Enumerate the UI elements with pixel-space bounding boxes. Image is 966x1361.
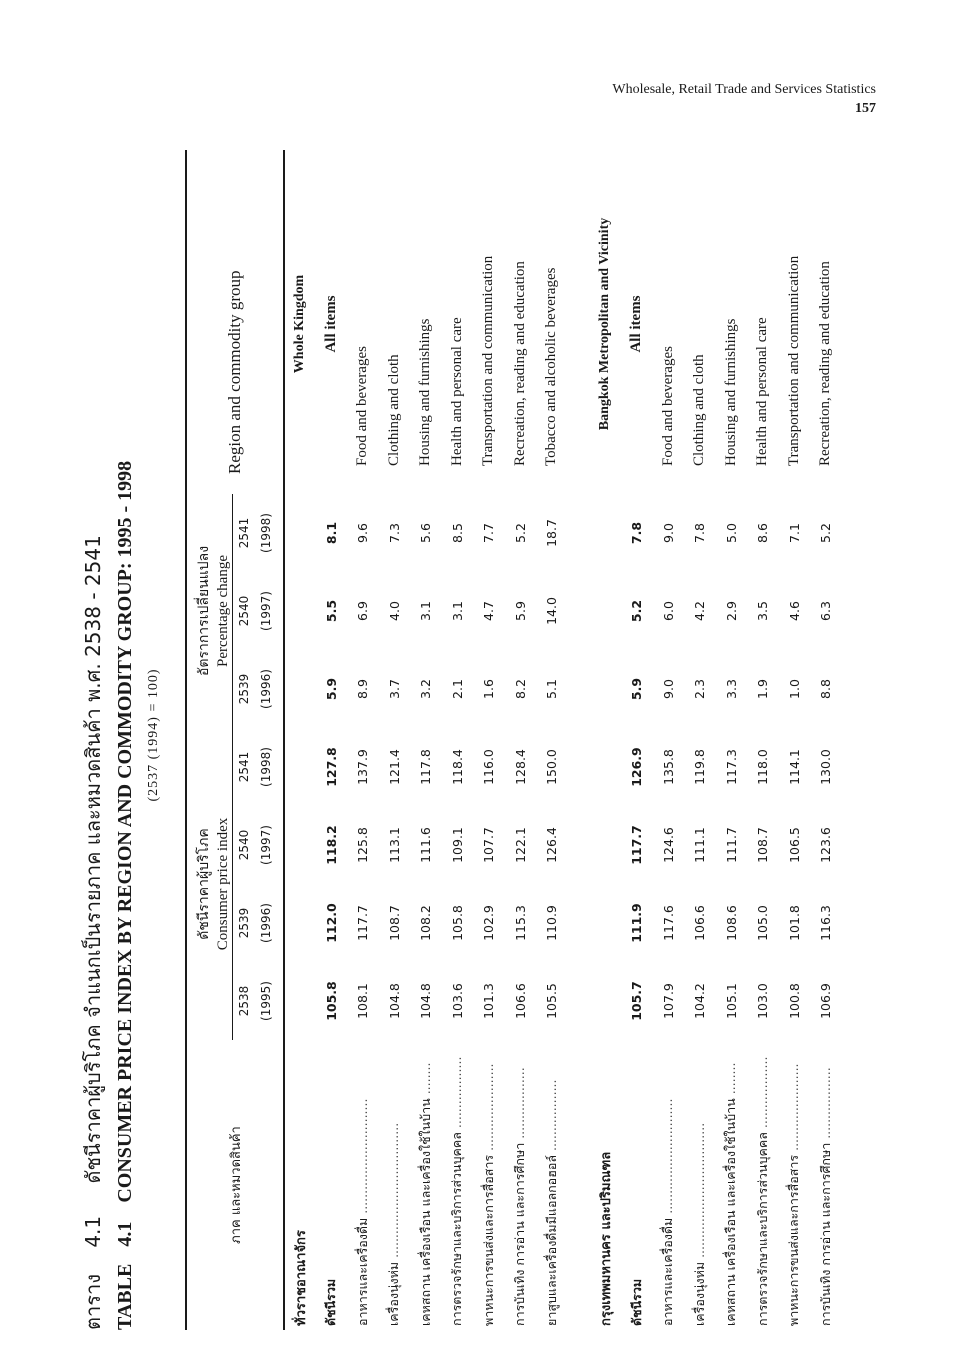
pct-change-value: 5.1: [544, 679, 560, 699]
row-label-thai: [442, 1040, 474, 1330]
row-label-thai: [505, 1040, 537, 1330]
pct-change-value: 18.7: [544, 519, 560, 547]
header-cpi-en-cell: [215, 728, 233, 1040]
row-label-en: Tobacco and alcoholic beverages: [543, 267, 560, 466]
pct-change-value: 1.0: [786, 679, 802, 699]
header-pct-en: Percentage change: [215, 554, 231, 668]
title-en-prefix: TABLE: [114, 1263, 136, 1330]
row-label-en: Bangkok Metropolitan and Vicinity: [597, 217, 613, 431]
cpi-value: 106.5: [786, 827, 802, 863]
table-row: [347, 150, 379, 1330]
running-header: [612, 80, 876, 118]
pct-year-header: 2541: [237, 517, 251, 549]
header-cpi-en: Consumer price index: [215, 817, 231, 951]
cpi-value: 108.2: [418, 905, 434, 941]
pct-change-value: 8.9: [355, 679, 371, 699]
row-label-thai-text: การตรวจรักษาและบริการส่วนบุคคล: [449, 1132, 465, 1326]
row-label-en: Clothing and cloth: [691, 354, 708, 466]
pct-change-value: 7.8: [692, 523, 708, 543]
pct-change-value: [284, 572, 316, 650]
row-label-en: Recreation, reading and education: [817, 261, 834, 466]
pct-change-value: 8.1: [323, 521, 339, 545]
table-row: [442, 150, 474, 1330]
cpi-value: 124.6: [660, 827, 676, 863]
pct-change-value: 8.8: [818, 679, 834, 699]
cpi-value: 126.4: [544, 827, 560, 863]
cpi-value: 108.6: [723, 905, 739, 941]
cpi-value: 105.8: [323, 981, 339, 1021]
cpi-value: 106.9: [818, 983, 834, 1019]
row-label-thai: [653, 1040, 685, 1330]
cpi-value: 117.7: [629, 825, 645, 865]
cpi-value: 111.9: [629, 903, 645, 943]
cpi-value: 104.8: [418, 983, 434, 1019]
pct-change-value: 5.2: [512, 523, 528, 543]
cpi-value: 107.7: [481, 827, 497, 863]
pct-change-value: [590, 494, 622, 572]
pct-change-value: 3.2: [418, 679, 434, 699]
title-thai-text: ดัชนีราคาผู้บริโภค จำแนกเป็นรายภาค และหมวดสินค้า พ.ศ. 2538 - 2541: [81, 535, 105, 1184]
title-en-text: CONSUMER PRICE INDEX BY REGION AND COMMODITY GROUP: 1995 - 1998: [114, 460, 136, 1203]
cpi-value: 105.1: [723, 983, 739, 1019]
row-label-thai: [536, 1040, 568, 1330]
cpi-value: 105.0: [755, 905, 771, 941]
row-label-thai-text: เคหสถาน เครื่องเรือน และเครื่องใช้ในบ้าน: [723, 1098, 739, 1326]
cpi-value: 118.2: [323, 825, 339, 865]
row-label-thai: [747, 1040, 779, 1330]
title-en-number: 4.1: [114, 1221, 136, 1247]
cpi-year-header: 2540: [237, 829, 251, 861]
cpi-value: 104.8: [386, 983, 402, 1019]
cpi-value: 114.1: [786, 749, 802, 785]
pct-change-value: 1.9: [755, 679, 771, 699]
cpi-value: 103.0: [755, 983, 771, 1019]
total-row: [316, 150, 348, 1330]
pct-change-value: 3.1: [449, 601, 465, 621]
pct-change-value: 2.9: [723, 601, 739, 621]
leader-dots: ..................................: [386, 1122, 402, 1262]
row-label-en: Transportation and communication: [785, 255, 802, 466]
cpi-value: 127.8: [323, 747, 339, 787]
pct-change-value: 9.0: [660, 523, 676, 543]
cpi-value: 105.5: [544, 983, 560, 1019]
pct-change-value: 5.5: [323, 599, 339, 623]
cpi-value: 108.7: [755, 827, 771, 863]
leader-dots: ..................................: [691, 1122, 707, 1262]
cpi-value: [284, 962, 316, 1040]
pct-change-value: 2.3: [692, 679, 708, 699]
row-label-thai-text: อาหารและเครื่องดื่ม: [660, 1217, 676, 1326]
cpi-value: 135.8: [660, 749, 676, 785]
cpi-value: [284, 806, 316, 884]
cpi-value: 118.4: [449, 749, 465, 785]
cpi-value: [590, 728, 622, 806]
pct-change-value: [590, 650, 622, 728]
cpi-value: 116.0: [481, 749, 497, 785]
pct-change-value: 7.1: [786, 523, 802, 543]
header-pct-en-cell: [215, 494, 233, 728]
leader-dots: ..................: [817, 1067, 833, 1143]
pct-change-value: 3.5: [755, 601, 771, 621]
row-label-thai: [779, 1040, 811, 1330]
rotated-table-page: [80, 140, 900, 1330]
leader-dots: ........: [723, 1062, 739, 1099]
pct-change-value: 5.9: [629, 677, 645, 701]
spacer-row: [568, 150, 590, 1330]
row-label-thai-text: เครื่องนุ่งห่ม: [386, 1261, 402, 1326]
row-label-en: All items: [322, 295, 339, 353]
row-label-thai: [284, 1040, 316, 1330]
pct-change-value: 7.7: [481, 523, 497, 543]
pct-change-value: 8.2: [512, 679, 528, 699]
leader-dots: ..................: [449, 1056, 465, 1133]
row-label-en: Housing and furnishings: [417, 318, 434, 466]
row-label-thai-text: พาหนะการขนส่งและการสื่อสาร: [786, 1154, 802, 1326]
row-label-en: All items: [628, 295, 645, 353]
table-row: [810, 150, 842, 1330]
pct-change-value: 4.7: [481, 601, 497, 621]
header-cpi-thai: ดัชนีราคาผู้บริโภค: [186, 728, 215, 1040]
table-row: [379, 150, 411, 1330]
spacer-cell: [568, 150, 590, 1330]
cpi-year-header: 2539: [237, 907, 251, 939]
cpi-value: 126.9: [629, 747, 645, 787]
row-label-thai: [379, 1040, 411, 1330]
table-title-block: [80, 140, 162, 1330]
cpi-value: 116.3: [818, 905, 834, 941]
cpi-value: [590, 884, 622, 962]
row-label-thai-text: การบันเทิง การอ่าน และการศึกษา: [512, 1142, 528, 1326]
base-year-note: (2537 (1994) = 100): [146, 668, 161, 802]
pct-change-value: 6.9: [355, 601, 371, 621]
publication-title: Wholesale, Retail Trade and Services Statistics: [612, 82, 876, 97]
cpi-year-header: 2541: [237, 751, 251, 783]
leader-dots: ........: [417, 1062, 433, 1099]
pct-change-value: 5.9: [512, 601, 528, 621]
cpi-value: 117.3: [723, 749, 739, 785]
cpi-value: 106.6: [692, 905, 708, 941]
row-label-thai-text: ยาสูบและเครื่องดื่มมีแอลกอฮอล์: [543, 1155, 559, 1326]
row-label-en: Recreation, reading and education: [511, 261, 528, 466]
pct-change-value: 5.2: [629, 599, 645, 623]
table-row: [473, 150, 505, 1330]
title-en: [112, 140, 138, 1330]
pct-change-value: 3.3: [723, 679, 739, 699]
region-row: [284, 150, 316, 1330]
pct-year-ad-header: (1996): [255, 650, 284, 728]
leader-dots: ......................: [480, 1063, 496, 1155]
title-thai-number: 4.1: [81, 1215, 105, 1248]
row-label-en: Health and personal care: [448, 317, 465, 466]
row-label-en: Whole Kingdom: [292, 274, 308, 374]
pct-change-value: 6.0: [660, 601, 676, 621]
cpi-value: 101.3: [481, 983, 497, 1019]
pct-change-value: 5.9: [323, 677, 339, 701]
row-label-thai-text: เคหสถาน เครื่องเรือน และเครื่องใช้ในบ้าน: [417, 1098, 433, 1326]
row-label-thai-text: ดัชนีรวม: [628, 1278, 644, 1326]
cpi-value: 130.0: [818, 749, 834, 785]
cpi-value: [590, 962, 622, 1040]
pct-change-value: 4.6: [786, 601, 802, 621]
cpi-value: [284, 884, 316, 962]
row-label-thai: [347, 1040, 379, 1330]
header-right-en: Region and commodity group: [186, 150, 284, 494]
cpi-value: 117.6: [660, 905, 676, 941]
table-row: [747, 150, 779, 1330]
pct-change-value: 2.1: [449, 679, 465, 699]
row-label-thai-text: การตรวจรักษาและบริการส่วนบุคคล: [754, 1132, 770, 1326]
leader-dots: ..................: [754, 1056, 770, 1133]
row-label-thai: [621, 1040, 653, 1330]
pct-change-value: [590, 572, 622, 650]
cpi-year-ad-header: (1998): [255, 728, 284, 806]
row-label-thai-text: การบันเทิง การอ่าน และการศึกษา: [817, 1142, 833, 1326]
cpi-value: 108.7: [386, 905, 402, 941]
cpi-value: 105.8: [449, 905, 465, 941]
pct-change-value: 4.0: [386, 601, 402, 621]
pct-change-value: 5.0: [723, 523, 739, 543]
pct-year-header: 2539: [237, 673, 251, 705]
pct-year-ad-header: (1998): [255, 494, 284, 572]
cpi-value: 118.0: [755, 749, 771, 785]
row-label-en: Food and beverages: [659, 346, 676, 466]
total-row: [621, 150, 653, 1330]
table-row: [653, 150, 685, 1330]
header-left-thai: ภาค และหมวดสินค้า: [186, 1040, 284, 1330]
table-row: [410, 150, 442, 1330]
leader-dots: ..................: [512, 1067, 528, 1143]
row-label-en: Food and beverages: [354, 346, 371, 466]
row-label-en: Transportation and communication: [480, 255, 497, 466]
row-label-thai: [410, 1040, 442, 1330]
cpi-year-header: 2538: [237, 985, 251, 1017]
table-row: [779, 150, 811, 1330]
cpi-value: 101.8: [786, 905, 802, 941]
cpi-value: 112.0: [323, 903, 339, 943]
table-body: [284, 150, 842, 1330]
leader-dots: ......................: [786, 1063, 802, 1155]
pct-year-ad-header: (1997): [255, 572, 284, 650]
row-label-en: Health and personal care: [754, 317, 771, 466]
row-label-thai-text: ดัชนีรวม: [323, 1278, 339, 1326]
row-label-thai-text: เครื่องนุ่งห่ม: [691, 1261, 707, 1326]
cpi-value: 115.3: [512, 905, 528, 941]
pct-change-value: 6.3: [818, 601, 834, 621]
row-label-thai: [810, 1040, 842, 1330]
cpi-value: 102.9: [481, 905, 497, 941]
pct-change-value: 7.8: [629, 521, 645, 545]
cpi-value: 117.8: [418, 749, 434, 785]
pct-change-value: [284, 494, 316, 572]
title-thai-prefix: ตาราง: [81, 1274, 105, 1330]
cpi-value: [284, 728, 316, 806]
table-row: [716, 150, 748, 1330]
pct-year-header: 2540: [237, 595, 251, 627]
row-label-thai: [684, 1040, 716, 1330]
cpi-value: 111.6: [418, 827, 434, 863]
cpi-value: 122.1: [512, 827, 528, 863]
pct-change-value: 3.7: [386, 679, 402, 699]
cpi-value: 121.4: [386, 749, 402, 785]
pct-change-value: 5.2: [818, 523, 834, 543]
table-row: [536, 150, 568, 1330]
pct-change-value: 8.5: [449, 523, 465, 543]
pct-change-value: [284, 650, 316, 728]
leader-dots: .............................: [354, 1098, 370, 1218]
leader-dots: .............................: [660, 1098, 676, 1218]
pct-change-value: 3.1: [418, 601, 434, 621]
pct-change-value: 7.3: [386, 523, 402, 543]
pct-change-value: 9.6: [355, 523, 371, 543]
cpi-value: 119.8: [692, 749, 708, 785]
cpi-value: 128.4: [512, 749, 528, 785]
cpi-value: 100.8: [786, 983, 802, 1019]
cpi-value: 137.9: [355, 749, 371, 785]
row-label-thai-text: กรุงเทพมหานคร และปริมณฑล: [598, 1151, 614, 1326]
cpi-value: 150.0: [544, 749, 560, 785]
pct-change-value: 14.0: [544, 597, 560, 625]
cpi-value: 109.1: [449, 827, 465, 863]
cpi-value: 103.6: [449, 983, 465, 1019]
row-label-thai: [473, 1040, 505, 1330]
pct-change-value: 9.0: [660, 679, 676, 699]
cpi-value: 105.7: [629, 981, 645, 1021]
cpi-value: 104.2: [692, 983, 708, 1019]
cpi-value: 111.1: [692, 827, 708, 863]
pct-change-value: 4.2: [692, 601, 708, 621]
cpi-value: 110.9: [544, 905, 560, 941]
page-number: 157: [855, 101, 876, 116]
cpi-value: 113.1: [386, 827, 402, 863]
pct-change-value: 8.6: [755, 523, 771, 543]
row-label-thai-text: ทั่วราชอาณาจักร: [293, 1230, 309, 1326]
cpi-year-ad-header: (1995): [255, 962, 284, 1040]
cpi-year-ad-header: (1997): [255, 806, 284, 884]
title-thai: [80, 140, 106, 1330]
cpi-value: 117.7: [355, 905, 371, 941]
cpi-value: 123.6: [818, 827, 834, 863]
cpi-value: 106.6: [512, 983, 528, 1019]
row-label-en: Clothing and cloth: [385, 354, 402, 466]
pct-change-value: 5.6: [418, 523, 434, 543]
table-row: [505, 150, 537, 1330]
cpi-year-ad-header: (1996): [255, 884, 284, 962]
cpi-value: 107.9: [660, 983, 676, 1019]
cpi-value: 108.1: [355, 983, 371, 1019]
cpi-value: [590, 806, 622, 884]
cpi-value: 125.8: [355, 827, 371, 863]
row-label-thai: [590, 1040, 622, 1330]
row-label-thai-text: อาหารและเครื่องดื่ม: [354, 1217, 370, 1326]
row-label-thai-text: พาหนะการขนส่งและการสื่อสาร: [480, 1154, 496, 1326]
table-row: [684, 150, 716, 1330]
leader-dots: ..................: [543, 1079, 559, 1155]
cpi-table: [185, 150, 842, 1330]
row-label-en: Housing and furnishings: [722, 318, 739, 466]
region-row: [590, 150, 622, 1330]
cpi-value: 111.7: [723, 827, 739, 863]
pct-change-value: 1.6: [481, 679, 497, 699]
row-label-thai: [716, 1040, 748, 1330]
header-pct-thai: อัตราการเปลี่ยนแปลง: [186, 494, 215, 728]
row-label-thai: [316, 1040, 348, 1330]
